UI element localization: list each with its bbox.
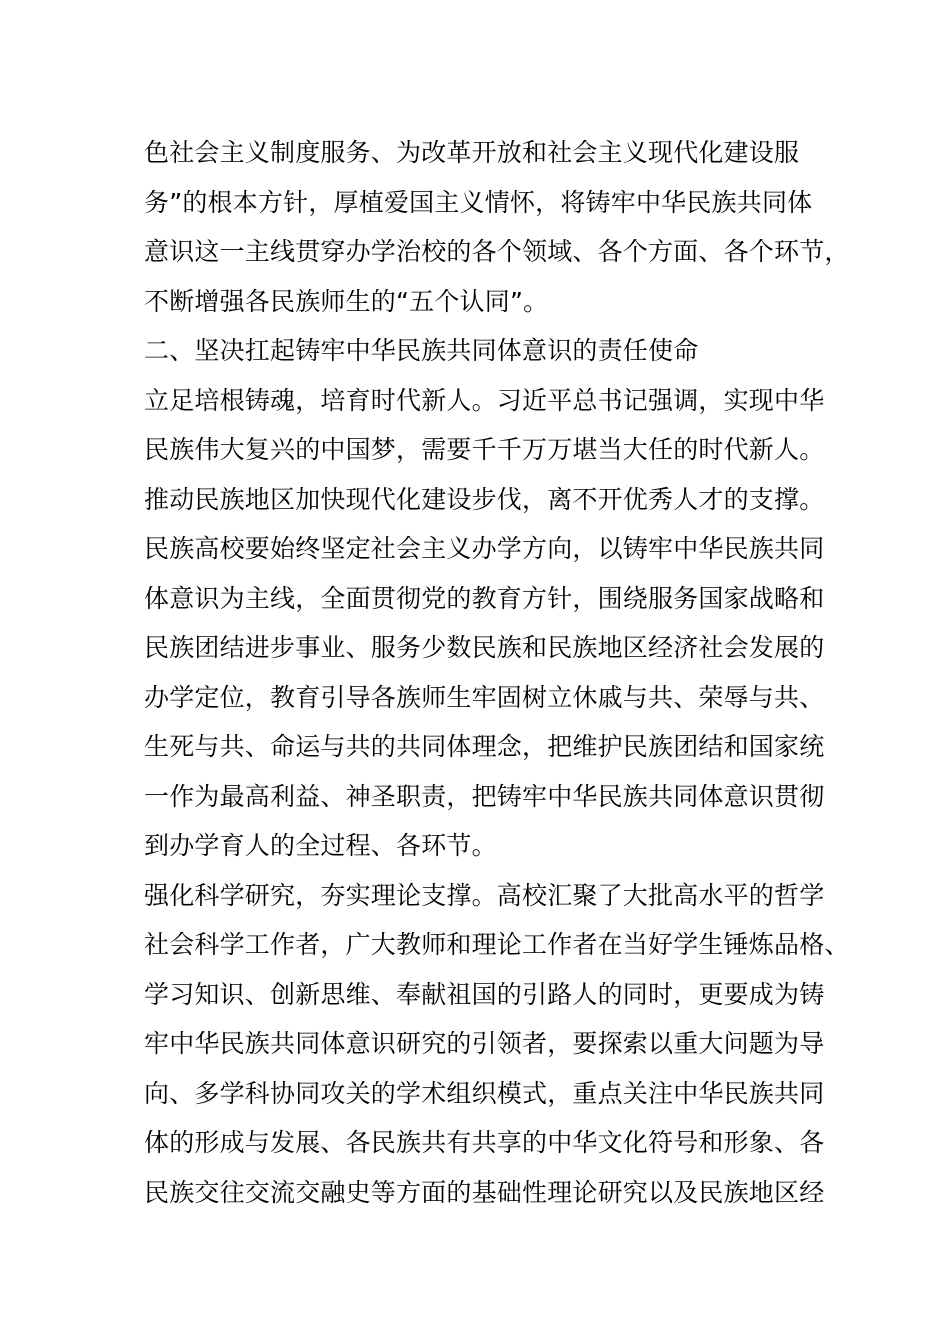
text-line: 意识这一主线贯穿办学治校的各个领域、各个方面、各个环节，	[144, 237, 850, 266]
section-heading: 二、坚决扛起铸牢中华民族共同体意识的责任使命	[144, 336, 699, 365]
text-line: 到办学育人的全过程、各环节。	[144, 831, 497, 860]
text-line: 生死与共、命运与共的共同体理念，把维护民族团结和国家统	[144, 732, 825, 761]
document-body	[144, 128, 850, 1217]
text-line: 一作为最高利益、神圣职责，把铸牢中华民族共同体意识贯彻	[144, 781, 825, 811]
text-line: 社会科学工作者，广大教师和理论工作者在当好学生锤炼品格、	[144, 930, 850, 959]
text-line: 不断增强各民族师生的“五个认同”。	[144, 286, 549, 316]
text-line: 向、多学科协同攻关的学术组织模式，重点关注中华民族共同	[144, 1078, 825, 1108]
text-line: 民族交往交流交融史等方面的基础性理论研究以及民族地区经	[144, 1177, 825, 1207]
text-line: 色社会主义制度服务、为改革开放和社会主义现代化建设服	[144, 138, 800, 167]
text-line: 民族伟大复兴的中国梦，需要千千万万堪当大任的时代新人。	[144, 435, 825, 464]
text-line: 学习知识、创新思维、奉献祖国的引路人的同时，更要成为铸	[144, 979, 825, 1009]
text-line: 体意识为主线，全面贯彻党的教育方针，围绕服务国家战略和	[144, 583, 825, 613]
text-line: 立足培根铸魂，培育时代新人。习近平总书记强调，实现中华	[144, 385, 825, 415]
text-line: 体的形成与发展、各民族共有共享的中华文化符号和形象、各	[144, 1128, 825, 1157]
text-line: 强化科学研究，夯实理论支撑。高校汇聚了大批高水平的哲学	[144, 880, 825, 910]
text-line: 牢中华民族共同体意识研究的引领者，要探索以重大问题为导	[144, 1029, 825, 1058]
text-line: 办学定位，教育引导各族师生牢固树立休戚与共、荣辱与共、	[144, 682, 825, 712]
text-line: 推动民族地区加快现代化建设步伐，离不开优秀人才的支撑。	[144, 484, 825, 514]
text-line: 务”的根本方针，厚植爱国主义情怀，将铸牢中华民族共同体	[144, 187, 813, 217]
text-line: 民族高校要始终坚定社会主义办学方向，以铸牢中华民族共同	[144, 534, 825, 563]
text-line: 民族团结进步事业、服务少数民族和民族地区经济社会发展的	[144, 633, 825, 662]
